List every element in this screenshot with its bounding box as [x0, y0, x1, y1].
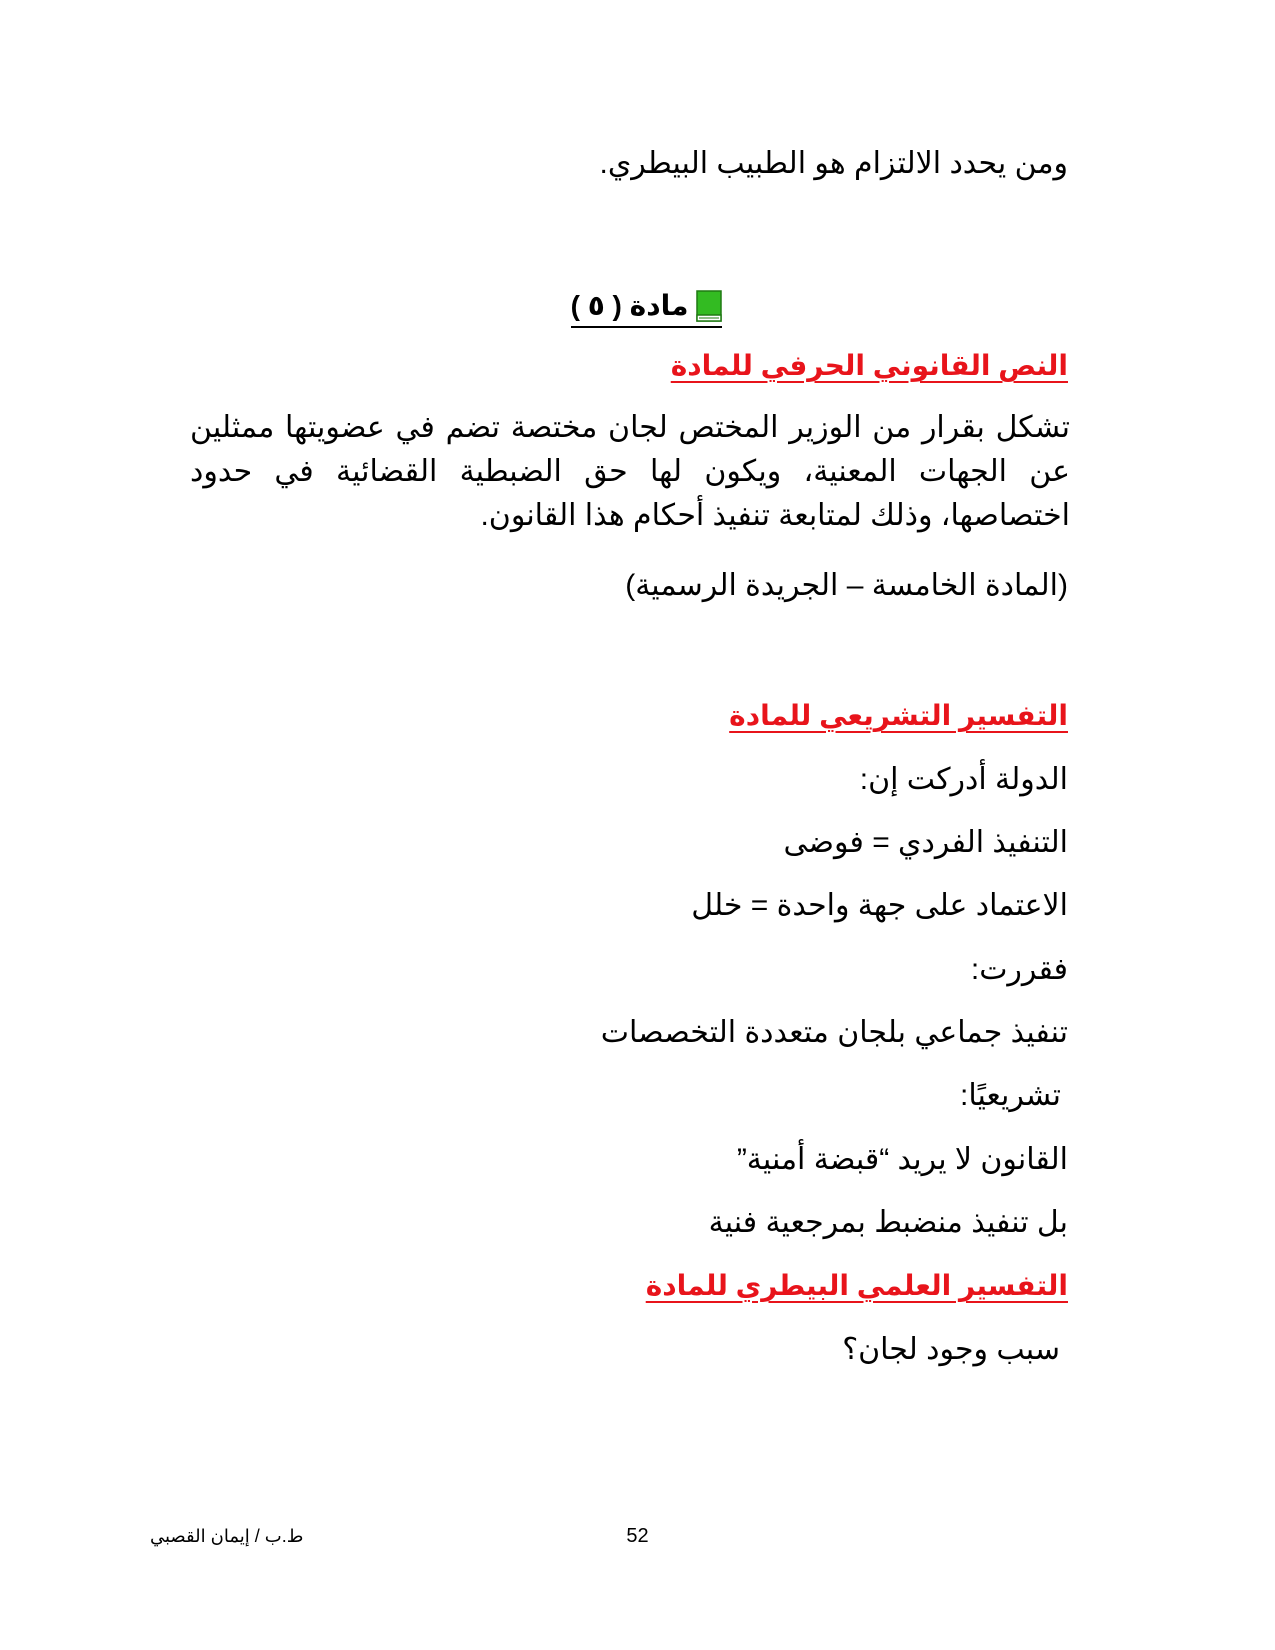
- legislative-line: تشريعيًا:: [959, 1079, 1061, 1112]
- green-book-icon: [696, 290, 722, 322]
- page-number: 52: [626, 1525, 649, 1547]
- legislative-line: التنفيذ الفردي = فوضى: [783, 826, 1068, 859]
- intro-line: ومن يحدد الالتزام هو الطبيب البيطري.: [599, 147, 1068, 180]
- article-title-text: مادة ( ٥ ): [570, 290, 689, 321]
- legislative-line: فقررت:: [970, 953, 1068, 986]
- legislative-line: الدولة أدركت إن:: [859, 763, 1068, 796]
- legislative-interpretation-heading: التفسير التشريعي للمادة: [729, 700, 1068, 731]
- article-title-block: [0, 288, 1275, 331]
- veterinary-interpretation-heading: التفسير العلمي البيطري للمادة: [645, 1270, 1068, 1301]
- legislative-line: تنفيذ جماعي بلجان متعددة التخصصات: [600, 1016, 1068, 1049]
- veterinary-line: سبب وجود لجان؟: [842, 1333, 1060, 1366]
- legislative-line: بل تنفيذ منضبط بمرجعية فنية: [708, 1206, 1068, 1239]
- legislative-line: القانون لا يريد “قبضة أمنية”: [736, 1143, 1068, 1176]
- footer-author: ط.ب / إيمان القصبي: [150, 1526, 304, 1546]
- legislative-line: الاعتماد على جهة واحدة = خلل: [691, 889, 1068, 922]
- literal-text-heading: النص القانوني الحرفي للمادة: [670, 350, 1068, 381]
- literal-text-body: تشكل بقرار من الوزير المختص لجان مختصة تضم في عضويتها ممثلين عن الجهات المعنية، ويكون لها حق الضبطية القضائية في حدود اختصاصها، وذلك لمتابعة تنفيذ أحكام هذا القانون.: [190, 411, 1070, 532]
- literal-text-source: (المادة الخامسة – الجريدة الرسمية): [625, 569, 1068, 602]
- article-title: [571, 288, 723, 328]
